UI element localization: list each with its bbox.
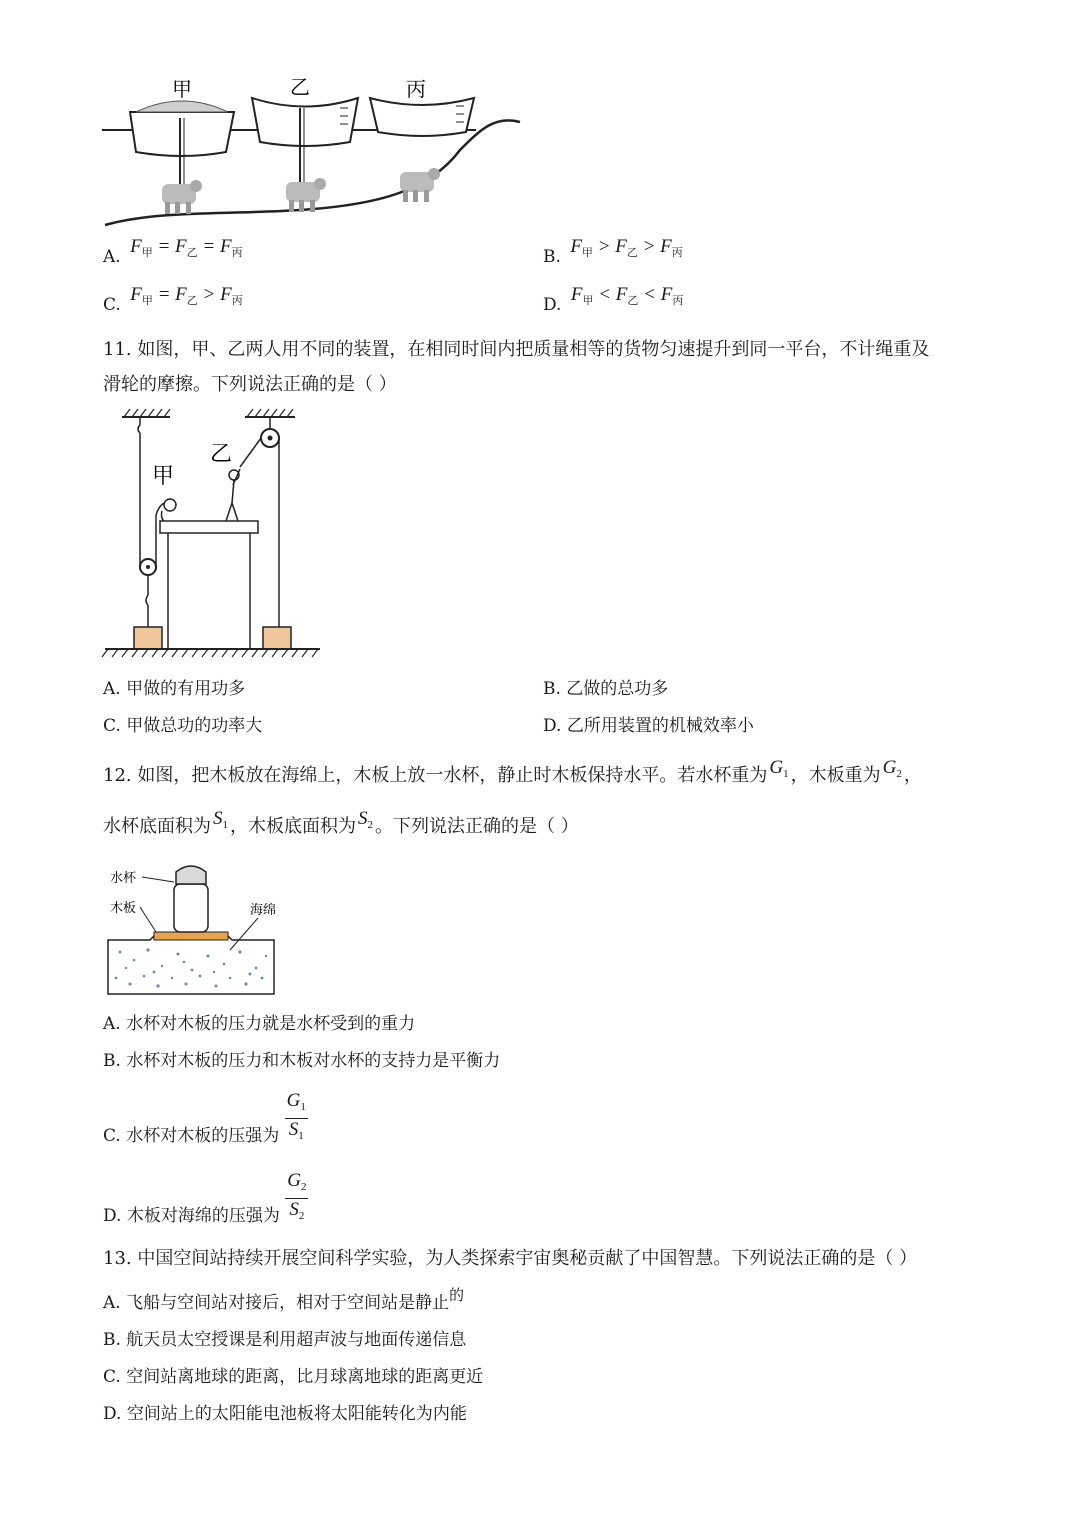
- q11-option-b[interactable]: B. 乙做的总功多: [543, 679, 669, 699]
- q11-stem-line2: 滑轮的摩擦。下列说法正确的是（ ）: [103, 374, 397, 395]
- q12-option-c[interactable]: C. 水杯对木板的压强为 $\frac{G_1}{S_1}$: [103, 1090, 306, 1146]
- q12-option-b[interactable]: B. 水杯对木板的压力和木板对水杯的支持力是平衡力: [103, 1051, 501, 1071]
- fraction-g1-s1: $\frac{G_1}{S_1}$: [286, 1090, 306, 1142]
- boat-label-yi: 乙: [290, 75, 310, 99]
- q12-option-a[interactable]: A. 水杯对木板的压力就是水杯受到的重力: [103, 1014, 416, 1034]
- q11-option-d[interactable]: D. 乙所用装置的机械效率小: [543, 716, 754, 736]
- fraction-g2-s2: $\frac{G_2}{S_2}$: [287, 1170, 307, 1222]
- q12-figure: [100, 852, 285, 998]
- q13-option-c[interactable]: C. 空间站离地球的距离，比月球离地球的距离更近: [103, 1367, 484, 1387]
- q13-option-a[interactable]: A. 飞船与空间站对接后，相对于空间站是静止的: [103, 1286, 465, 1313]
- boat-label-jia: 甲: [172, 77, 192, 101]
- q13-option-b[interactable]: B. 航天员太空授课是利用超声波与地面传递信息: [103, 1330, 467, 1350]
- q11-option-a[interactable]: A. 甲做的有用功多: [103, 679, 246, 699]
- q10-option-d[interactable]: D. $F_甲 < F_乙 < F_丙$: [543, 284, 684, 315]
- q13-option-d[interactable]: D. 空间站上的太阳能电池板将太阳能转化为内能: [103, 1404, 467, 1424]
- q11-option-c[interactable]: C. 甲做总功的功率大: [103, 716, 263, 736]
- label-jia: 甲: [152, 464, 175, 489]
- q10-option-c[interactable]: C. $F_甲 = F_乙 > F_丙$: [103, 284, 243, 315]
- q10-option-a[interactable]: A. $F_甲 = F_乙 = F_丙$: [103, 236, 243, 267]
- q10-option-b[interactable]: B. $F_甲 > F_乙 > F_丙$: [543, 236, 683, 267]
- label-board: 木板: [110, 901, 137, 916]
- q11-stem-line1: 11. 如图，甲、乙两人用不同的装置，在相同时间内把质量相等的货物匀速提升到同一平台，不计绳重及: [103, 339, 930, 360]
- label-yi: 乙: [210, 442, 233, 467]
- q12-stem-line2: 水杯底面积为 $S_1$ ，木板底面积为 $S_2$ 。下列说法正确的是（ ）: [103, 808, 579, 837]
- q11-figure: [100, 405, 325, 665]
- boat-label-bing: 丙: [406, 77, 426, 101]
- q12-option-d[interactable]: D. 木板对海绵的压强为 $\frac{G_2}{S_2}$: [103, 1170, 307, 1226]
- label-sponge: 海绵: [250, 903, 277, 918]
- elephant-icon: [162, 180, 202, 214]
- elephant-icon: [286, 178, 326, 212]
- q13-stem: 13. 中国空间站持续开展空间科学实验，为人类探索宇宙奥秘贡献了中国智慧。下列说法正确的是（ ）: [103, 1248, 918, 1269]
- label-cup: 水杯: [110, 871, 137, 886]
- q12-stem-line1: 12. 如图，把木板放在海绵上，木板上放一水杯，静止时木板保持水平。若水杯重为 $G_1$ ，木板重为 $G_2$ ，: [103, 757, 922, 786]
- q10-figure: [100, 70, 530, 235]
- elephant-icon: [400, 168, 440, 202]
